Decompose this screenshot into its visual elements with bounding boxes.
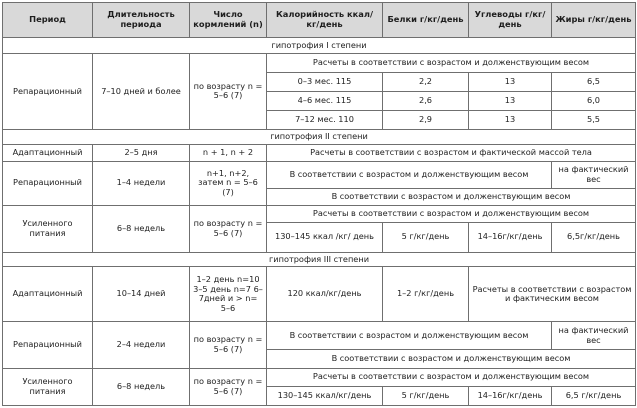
- feeds-cell: n+1, n+2, затем n = 5–6 (7): [190, 161, 267, 205]
- feeds-cell: по возрасту n = 5–6 (7): [190, 322, 267, 369]
- feeds-cell: по возрасту n = 5–6 (7): [190, 206, 267, 253]
- carbs-cell: 13: [469, 72, 552, 91]
- section-row: [3, 38, 636, 54]
- fat-note-cell: на фактический вес: [552, 322, 636, 349]
- duration-cell: 7–10 дней и более: [93, 53, 190, 129]
- feeds-cell: по возрасту n = 5–6 (7): [190, 53, 267, 129]
- fat-note-cell: на фактический вес: [552, 161, 636, 188]
- table-row: [3, 161, 636, 188]
- section-row: [3, 252, 636, 267]
- carbs-cell: 14–16г/кг/день: [469, 386, 552, 405]
- carbs-cell: 13: [469, 91, 552, 110]
- carbs-cell: 13: [469, 110, 552, 129]
- calories-cell: 130–145 ккал/кг/день: [267, 386, 383, 405]
- header-row: [3, 3, 636, 38]
- calories-cell: 120 ккал/кг/день: [267, 267, 383, 322]
- protein-cell: 5 г/кг/день: [383, 386, 469, 405]
- duration-cell: 6–8 недель: [93, 368, 190, 405]
- protein-cell: 2,6: [383, 91, 469, 110]
- duration-cell: 1–4 недели: [93, 161, 190, 205]
- calories-cell: 7–12 мес. 110: [267, 110, 383, 129]
- nutrition-table: [2, 2, 636, 406]
- fat-cell: 6,5 г/кг/день: [552, 386, 636, 405]
- period-cell: Адаптационный: [3, 144, 93, 161]
- feeds-cell: 1–2 день n=10 3–5 день n=7 6–7дней и > n= 5–6: [190, 267, 267, 322]
- header-period: Период: [3, 3, 93, 38]
- note-cell: В соответствии с возрастом и долженствующим весом: [267, 322, 552, 349]
- note-cell: В соответствии с возрастом и долженствующим весом: [267, 189, 636, 206]
- header-protein: Белки г/кг/день: [383, 3, 469, 38]
- note-cell: Расчеты в соответствии с возрастом и долженствующим весом: [267, 53, 636, 72]
- fat-cell: 6,0: [552, 91, 636, 110]
- note-cell: В соответствии с возрастом и долженствующим весом: [267, 161, 552, 188]
- table-row: [3, 322, 636, 349]
- fat-cell: 5,5: [552, 110, 636, 129]
- header-carbs: Углеводы г/кг/день: [469, 3, 552, 38]
- period-cell: Усиленного питания: [3, 206, 93, 253]
- period-cell: Репарационный: [3, 161, 93, 205]
- table-row: [3, 144, 636, 161]
- calories-cell: 0–3 мес. 115: [267, 72, 383, 91]
- protein-cell: 5 г/кг/день: [383, 222, 469, 252]
- feeds-cell: n + 1, n + 2: [190, 144, 267, 161]
- calories-cell: 4–6 мес. 115: [267, 91, 383, 110]
- note-cell: Расчеты в соответствии с возрастом и фактическим весом: [469, 267, 636, 322]
- fat-cell: 6,5: [552, 72, 636, 91]
- table-row: [3, 368, 636, 386]
- section-title-grade2: гипотрофия II степени: [3, 129, 636, 144]
- calories-cell: 130–145 ккал /кг/ день: [267, 222, 383, 252]
- period-cell: Репарационный: [3, 53, 93, 129]
- note-cell: Расчеты в соответствии с возрастом и долженствующим весом: [267, 368, 636, 386]
- header-feeds: Число кормлений (n): [190, 3, 267, 38]
- header-duration: Длительность периода: [93, 3, 190, 38]
- note-cell: Расчеты в соответствии с возрастом и долженствующим весом: [267, 206, 636, 223]
- table-row: [3, 53, 636, 72]
- protein-cell: 2,9: [383, 110, 469, 129]
- section-title-grade1: гипотрофия I степени: [3, 38, 636, 54]
- period-cell: Репарационный: [3, 322, 93, 369]
- carbs-cell: 14–16г/кг/день: [469, 222, 552, 252]
- note-cell: Расчеты в соответствии с возрастом и фактической массой тела: [267, 144, 636, 161]
- header-fats: Жиры г/кг/день: [552, 3, 636, 38]
- section-title-grade3: гипотрофия III степени: [3, 252, 636, 267]
- section-row: [3, 129, 636, 144]
- fat-cell: 6,5г/кг/день: [552, 222, 636, 252]
- duration-cell: 2–5 дня: [93, 144, 190, 161]
- duration-cell: 6–8 недель: [93, 206, 190, 253]
- table-row: [3, 206, 636, 223]
- period-cell: Адаптационный: [3, 267, 93, 322]
- protein-cell: 2,2: [383, 72, 469, 91]
- period-cell: Усиленного питания: [3, 368, 93, 405]
- duration-cell: 10–14 дней: [93, 267, 190, 322]
- table-row: [3, 267, 636, 322]
- duration-cell: 2–4 недели: [93, 322, 190, 369]
- protein-cell: 1–2 г/кг/день: [383, 267, 469, 322]
- feeds-cell: по возрасту n = 5–6 (7): [190, 368, 267, 405]
- note-cell: В соответствии с возрастом и долженствующим весом: [267, 349, 636, 368]
- header-calories: Калорийность ккал/кг/день: [267, 3, 383, 38]
